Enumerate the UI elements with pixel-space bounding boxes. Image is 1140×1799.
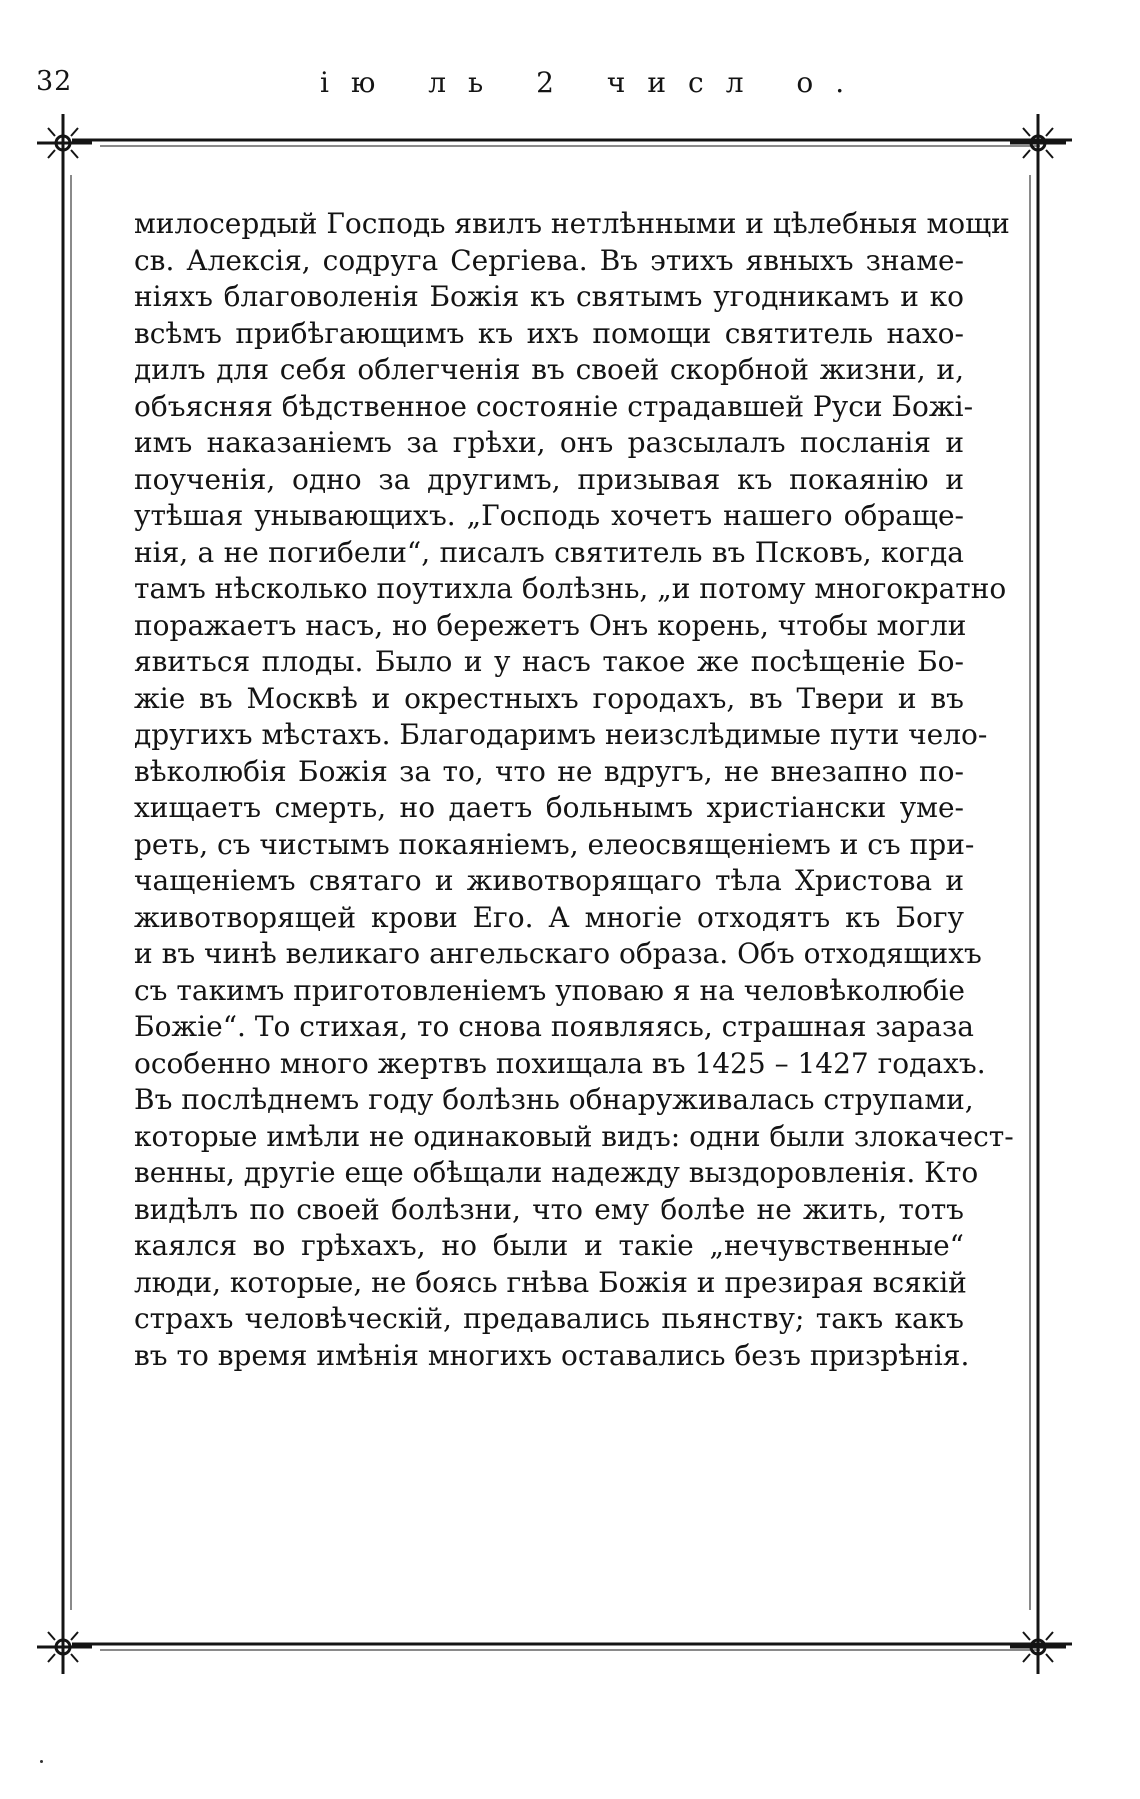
text-line: всѣмъ прибѣгающимъ къ ихъ помощи святитель нахо- — [134, 316, 964, 350]
text-line: жіе въ Москвѣ и окрестныхъ городахъ, въ Твери и въ — [134, 681, 964, 715]
text-line: дилъ для себя облегченія въ своей скорбной жизни, и, — [134, 353, 964, 386]
page-number: 32 — [36, 66, 73, 97]
text-line: другихъ мѣстахъ. Благодаримъ неизслѣдимые пути чело- — [134, 718, 988, 751]
text-line: утѣшая унывающихъ. „Господь хочетъ нашего обраще- — [134, 499, 964, 532]
text-line: Въ послѣднемъ году болѣзнь обнаруживалась струпами, — [134, 1083, 974, 1116]
text-line: венны, другіе еще обѣщали надежду выздоровленія. Кто — [134, 1156, 979, 1189]
text-line: объясняя бѣдственное состояніе страдавшей Руси Божі- — [134, 389, 974, 423]
text-line: видѣлъ по своей болѣзни, что ему болѣе не жить, тотъ — [134, 1192, 964, 1226]
text-line: поражаетъ насъ, но бережетъ Онъ корень, чтобы могли — [134, 608, 967, 642]
text-line: которые имѣли не одинаковый видъ: одни были злокачест- — [134, 1119, 1014, 1153]
text-line: вѣколюбія Божія за то, что не вдругъ, не внезапно по- — [134, 754, 964, 788]
text-line: въ то время имѣнія многихъ оставались безъ призрѣнія. — [134, 1338, 970, 1372]
text-line: имъ наказаніемъ за грѣхи, онъ разсылалъ посланія и — [134, 426, 964, 459]
text-line: животворящей крови Его. А многіе отходятъ къ Богу — [134, 900, 964, 934]
text-line: реть, съ чистымъ покаяніемъ, елеосвященіемъ и съ при- — [134, 827, 975, 861]
text-line: тамъ нѣсколько поутихла болѣзнь, „и потому многократно — [134, 572, 1007, 605]
text-line: милосердый Господь явилъ нетлѣнными и цѣлебныя мощи — [134, 207, 1010, 240]
body-text — [134, 206, 1014, 1374]
text-line: ніяхъ благоволенія Божія къ святымъ угодникамъ и ко — [134, 280, 964, 313]
text-line: чащеніемъ святаго и животворящаго тѣла Христова и — [134, 864, 964, 897]
text-line: страхъ человѣческій, предавались пьянству; такъ какъ — [134, 1302, 964, 1335]
running-head: ію ль 2 числ о. — [320, 66, 867, 99]
text-line: св. Алексія, содруга Сергіева. Въ этихъ явныхъ знаме- — [134, 243, 964, 277]
text-line: и въ чинѣ великаго ангельскаго образа. Объ отходящихъ — [134, 937, 982, 970]
text-line: хищаетъ смерть, но даетъ больнымъ христіански уме- — [134, 791, 964, 824]
cross-corner-ornament-icon — [1010, 1620, 1066, 1674]
cross-corner-ornament-icon — [37, 1620, 92, 1674]
text-line: люди, которые, не боясь гнѣва Божія и презирая всякій — [134, 1265, 967, 1299]
text-line: каялся во грѣхахъ, но были и такіе „нечувственные“ — [134, 1229, 964, 1262]
text-line: съ такимъ приготовленіемъ уповаю я на человѣколюбіе — [134, 973, 965, 1007]
text-line: явиться плоды. Было и у насъ такое же посѣщеніе Бо- — [134, 645, 964, 678]
text-line: поученія, одно за другимъ, призывая къ покаянію и — [134, 462, 964, 496]
text-line: Божіе“. То стихая, то снова появляясь, страшная зараза — [134, 1010, 974, 1043]
text-line: особенно много жертвъ похищала въ 1425 – 1427 годахъ. — [134, 1046, 986, 1080]
ink-speck — [40, 1760, 43, 1763]
text-line: нія, а не погибели“, писалъ святитель въ Псковъ, когда — [134, 535, 964, 569]
